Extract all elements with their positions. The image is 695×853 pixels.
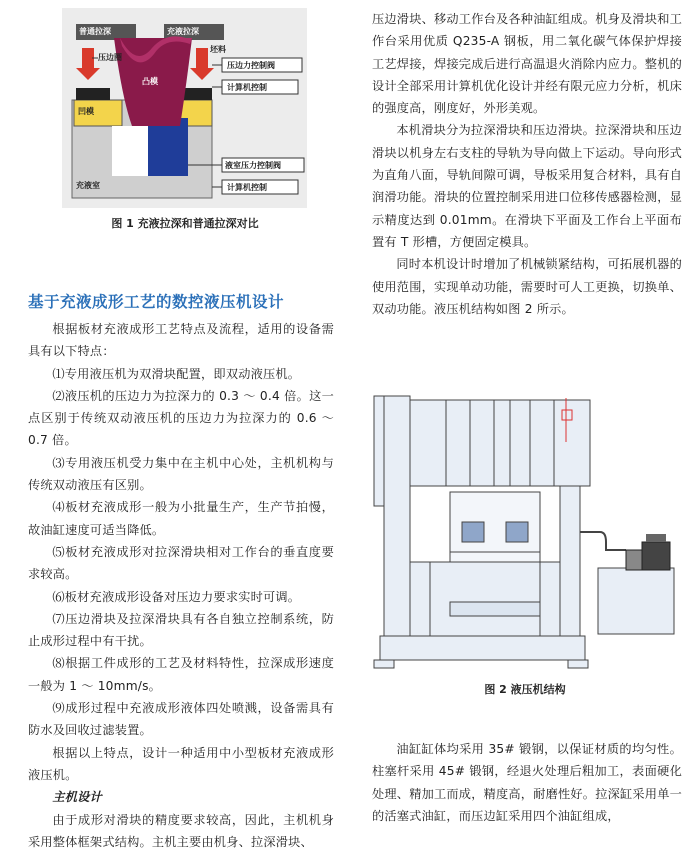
oil-tank	[598, 568, 674, 634]
slide-window-left	[462, 522, 484, 542]
list-item: ⑻根据工件成形的工艺及材料特性，拉深成形速度一般为 1 ～ 10mm/s。	[28, 656, 334, 693]
frame-left-outer	[374, 396, 384, 506]
label-normal: 普通拉深	[79, 27, 111, 36]
label-punch: 凸模	[142, 77, 158, 86]
figure-1-diagram	[62, 8, 307, 208]
list-item: ⑴专用液压机为双滑块配置，即双动液压机。	[52, 366, 301, 381]
label-lp-valve: 液室压力控制阀	[225, 161, 281, 170]
list-item: ⑺压边滑块及拉深滑块具有各自独立控制系统，防止成形过程中有干扰。	[28, 611, 334, 649]
label-bh-valve: 压边力控制阀	[227, 61, 275, 70]
foot-left	[374, 660, 394, 668]
left-column	[28, 290, 334, 853]
list-item: ⑸板材充液成形对拉深滑块相对工作台的垂直度要求较高。	[28, 544, 334, 582]
conclusion-paragraph: 根据以上特点，设计一种适用中小型板材充液成形液压机。	[28, 745, 334, 782]
blank-holder-left	[76, 88, 110, 100]
list-item: ⑵液压机的压边力为拉深力的 0.3 ～ 0.4 倍。这一点区别于传统双动液压机的压边力为拉深力的 0.6 ～ 0.7 倍。	[28, 388, 334, 448]
base	[380, 636, 585, 660]
pump-valve	[626, 550, 642, 570]
list-item: ⑷板材充液成形一般为小批量生产，生产节拍慢，故油缸速度可适当降低。	[28, 500, 334, 537]
right-paragraph-1: 压边滑块、移动工作台及各种油缸组成。机身及滑块和工作台采用优质 Q235-A 钢板，用二氧化碳气体保护焊接工艺焊接，焊接完成后进行高温退火消除内应力。整机的设计全部采用计算机优化设计并经有限元应力分析，机床的强度高，刚度好，外形美观。	[372, 12, 682, 116]
label-hydro: 充液拉深	[167, 27, 199, 36]
list-item: ⑼成形过程中充液成形液体四处喷溅，设备需具有防水及回收过滤装置。	[28, 701, 334, 738]
work-table	[450, 602, 540, 616]
main-design-paragraph: 由于成形对滑块的精度要求较高，因此，主机机身采用整体框架式结构。主机主要由机身、拉深滑块、	[28, 812, 334, 849]
right-paragraph-3: 同时本机设计时增加了机械锁紧结构，可拓展机器的使用范围，实现单动功能，需要时可人工更换，切换单、双动功能。液压机结构如图 2 所示。	[372, 257, 682, 316]
foot-right	[568, 660, 588, 668]
figure-2-caption: 图 2 液压机结构	[484, 683, 566, 696]
label-computer1: 计算机控制	[227, 83, 267, 92]
right-paragraph-4: 油缸缸体均采用 35# 锻钢，以保证材质的均匀性。柱塞杆采用 45# 锻钢，经退火处理后粗加工，表面硬化处理、精加工而成，精度高，耐磨性好。拉深缸采用单一的活塞式油缸，而压边缸采用四个油缸组成，	[372, 742, 682, 823]
right-column-bottom	[372, 738, 682, 827]
frame-left	[384, 396, 410, 636]
figure-2-diagram	[370, 382, 680, 672]
cavity-normal	[112, 126, 148, 176]
section-title: 基于充液成形工艺的数控液压机设计	[28, 293, 285, 311]
motor-cap	[646, 534, 666, 542]
right-paragraph-2: 本机滑块分为拉深滑块和压边滑块。拉深滑块和压边滑块以机身左右支柱的导轨为导向做上下运动。导向形式为直角八面，导轨间隙可调，导板采用复合材料，具有自润滑功能。滑块的位置控制采用进口位移传感器检测，显示精度达到 0.01mm。在滑块下平面及工作台上平面布置有 T 形槽，方便固定模具。	[372, 123, 682, 249]
list-item: ⑹板材充液成形设备对压边力要求实时可调。	[52, 589, 301, 604]
intro-paragraph: 根据板材充液成形工艺特点及流程，适用的设备需具有以下特点：	[28, 322, 334, 359]
liquid-chamber-fill	[148, 118, 188, 176]
slide-window-right	[506, 522, 528, 542]
crown	[410, 400, 590, 486]
frame-right	[560, 486, 580, 636]
label-liquid-chamber: 充液室	[76, 181, 100, 190]
label-computer2: 计算机控制	[227, 183, 267, 192]
label-blank-holder: 压边圈	[98, 53, 122, 62]
label-die: 凹模	[78, 107, 94, 116]
pump-motor	[642, 542, 670, 570]
label-blank: 坯料	[210, 45, 226, 54]
lower-body	[410, 562, 560, 636]
figure-1	[62, 8, 307, 208]
subsection-title: 主机设计	[52, 790, 102, 805]
figure-2	[370, 382, 680, 672]
right-column-top	[372, 8, 682, 320]
list-item: ⑶专用液压机受力集中在主机中心处，主机机构与传统双动液压有区别。	[28, 455, 334, 493]
figure-1-caption: 图 1 充液拉深和普通拉深对比	[111, 217, 259, 230]
